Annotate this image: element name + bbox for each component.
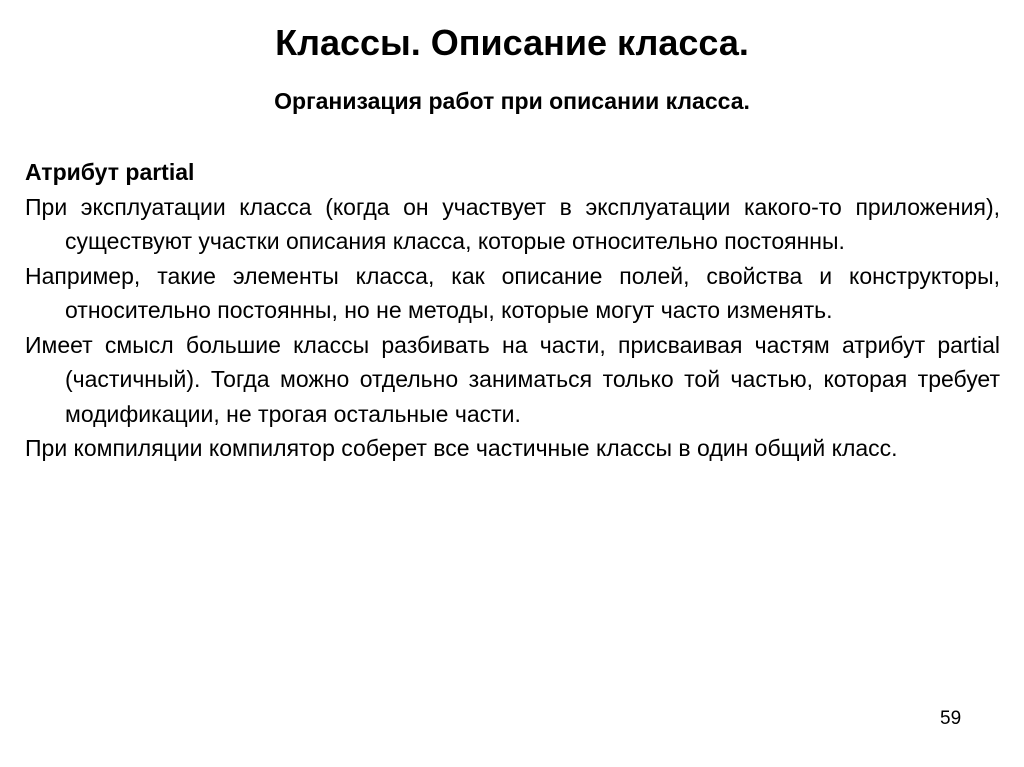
paragraph: Имеет смысл большие классы разбивать на части, присваивая частям атрибут partial (частичный). Тогда можно отдельно заниматься только той частью, которая требует модификации, не трогая остальные части. <box>25 331 1000 427</box>
slide-title: Классы. Описание класса. <box>275 22 749 63</box>
paragraph: При компиляции компилятор соберет все частичные классы в один общий класс. <box>25 435 898 461</box>
slide-body <box>25 155 1000 466</box>
page-number: 59 <box>940 708 962 729</box>
section-heading: Атрибут partial <box>25 159 195 185</box>
paragraph: Например, такие элементы класса, как описание полей, свойства и конструкторы, относительно постоянны, но не методы, которые могут часто изменять. <box>25 262 1000 323</box>
slide-subtitle: Организация работ при описании класса. <box>274 88 750 114</box>
paragraph: При эксплуатации класса (когда он участвует в эксплуатации какого-то приложения), существуют участки описания класса, которые относительно постоянны. <box>25 193 1000 254</box>
